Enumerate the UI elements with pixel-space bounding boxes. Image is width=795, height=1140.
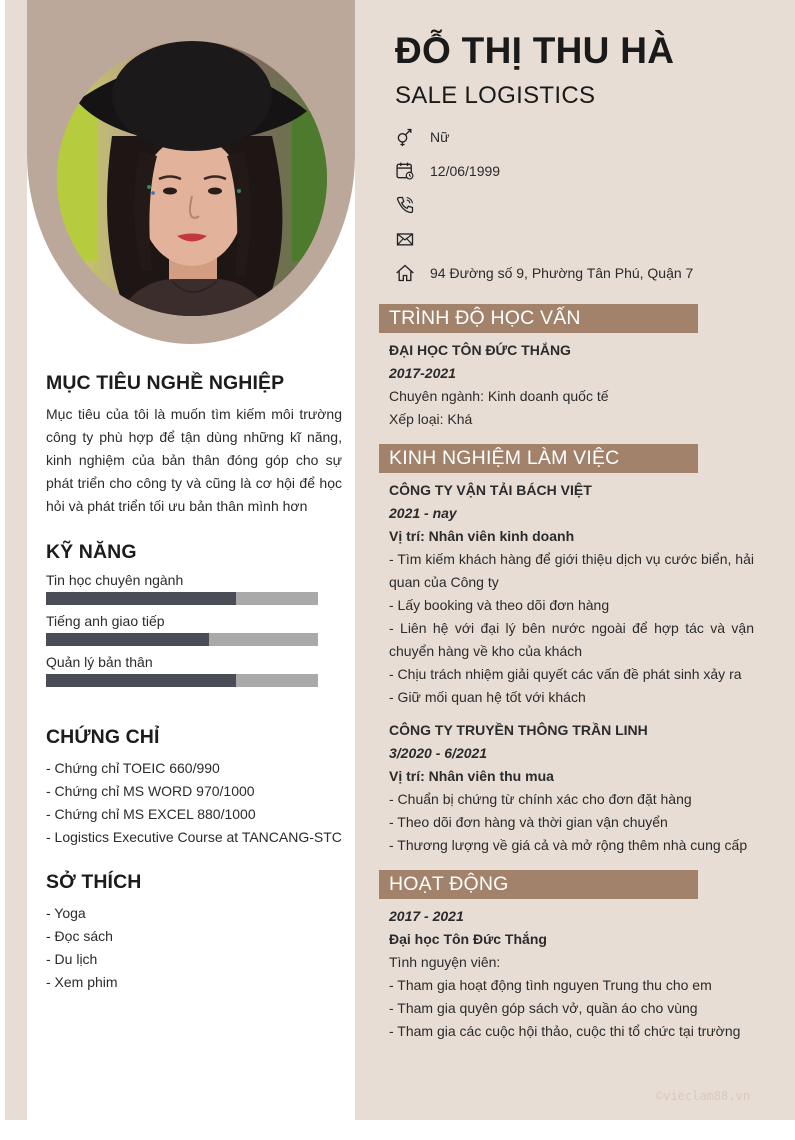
skills-list <box>46 572 342 687</box>
activity-role: Tình nguyện viên: <box>389 954 501 970</box>
birthday-value: 12/06/1999 <box>430 163 501 179</box>
hobbies-title: SỞ THÍCH <box>46 871 142 893</box>
education-section <box>379 304 759 431</box>
gender-value: Nữ <box>430 129 450 145</box>
education-title: TRÌNH ĐỘ HỌC VẤN <box>379 304 698 333</box>
education-major: Chuyên ngành: Kinh doanh quốc tế <box>389 388 609 404</box>
contact-birthday <box>395 154 693 188</box>
skill-bar <box>46 674 318 687</box>
experience-section <box>379 444 759 857</box>
mail-icon <box>395 229 415 249</box>
certificates-section <box>46 726 342 849</box>
skills-section <box>46 541 342 687</box>
job-company: CÔNG TY VẬN TẢI BÁCH VIỆT <box>389 482 592 498</box>
certificate-item: - Chứng chỉ MS WORD 970/1000 <box>46 783 255 799</box>
hobbies-list <box>46 902 342 994</box>
certificate-item: - Chứng chỉ TOEIC 660/990 <box>46 760 220 776</box>
certificate-item: - Chứng chỉ MS EXCEL 880/1000 <box>46 806 256 822</box>
job-task: - Theo dõi đơn hàng và thời gian vận chuyển <box>389 814 668 830</box>
contact-phone <box>395 188 693 222</box>
certificates-list <box>46 757 342 849</box>
experience-title: KINH NGHIỆM LÀM VIỆC <box>379 444 698 473</box>
contact-gender <box>395 120 693 154</box>
education-rank: Xếp loại: Khá <box>389 411 473 427</box>
hobby-item: - Yoga <box>46 905 86 921</box>
skill-name: Quản lý bản thân <box>46 654 153 670</box>
contact-email <box>395 222 693 256</box>
objective-text: Mục tiêu của tôi là muốn tìm kiếm môi trường công ty phù hợp để tận dùng những kĩ năng, kinh nghiệm của bản thân đóng góp cho sự phát triển cho công ty và cũng là cơ hội để học hỏi và phát triển tối ưu bản thân mình hơn <box>46 406 342 514</box>
activity-item: - Tham gia các cuộc hội thảo, cuộc thi tổ chức tại trường <box>389 1023 741 1039</box>
job-position: Vị trí: Nhân viên kinh doanh <box>389 528 575 544</box>
skill-bar-fill <box>46 674 236 687</box>
job-task: - Liên hệ với đại lý bên nước ngoài để hợp tác và vận chuyển hàng về kho của khách <box>389 620 754 659</box>
skill-bar <box>46 633 318 646</box>
job-task: - Chuẩn bị chứng từ chính xác cho đơn đặt hàng <box>389 791 692 807</box>
skill-bar <box>46 592 318 605</box>
candidate-name: ĐỖ THỊ THU HÀ <box>395 30 675 71</box>
skill-bar-fill <box>46 633 209 646</box>
calendar-icon <box>395 161 415 181</box>
job-company: CÔNG TY TRUYỀN THÔNG TRẦN LINH <box>389 722 648 738</box>
education-period: 2017-2021 <box>389 365 456 381</box>
activities-title: HOẠT ĐỘNG <box>379 870 698 899</box>
job-period: 3/2020 - 6/2021 <box>389 745 488 761</box>
skill-name: Tiếng anh giao tiếp <box>46 613 165 629</box>
job-task: - Tìm kiếm khách hàng để giới thiệu dịch vụ cước biển, hải quan của Công ty <box>389 551 754 590</box>
address-value: 94 Đường số 9, Phường Tân Phú, Quận 7 <box>430 265 694 281</box>
certificates-title: CHỨNG CHỈ <box>46 726 160 748</box>
contact-info <box>395 120 693 290</box>
job-position: Vị trí: Nhân viên thu mua <box>389 768 554 784</box>
hobby-item: - Xem phim <box>46 974 118 990</box>
job-task: - Chịu trách nhiệm giải quyết các vấn đề phát sinh xảy ra <box>389 666 742 682</box>
objective-title: MỤC TIÊU NGHỀ NGHIỆP <box>46 372 285 394</box>
watermark: ©vieclam88.vn <box>656 1089 750 1103</box>
activity-item: - Tham gia hoạt động tình nguyen Trung thu cho em <box>389 977 712 993</box>
job-period: 2021 - nay <box>389 505 457 521</box>
certificate-item: - Logistics Executive Course at TANCANG-STC <box>46 829 342 845</box>
job-task: - Lấy booking và theo dõi đơn hàng <box>389 597 610 613</box>
skill-name: Tin học chuyên ngành <box>46 572 184 588</box>
activity-item: - Tham gia quyên góp sách vở, quần áo cho vùng <box>389 1000 698 1016</box>
job-task: - Giữ mối quan hệ tốt với khách <box>389 689 586 705</box>
activity-org: Đại học Tôn Đức Thắng <box>389 931 547 947</box>
phone-icon <box>395 195 415 215</box>
education-school: ĐẠI HỌC TÔN ĐỨC THẮNG <box>389 342 571 358</box>
skill-bar-fill <box>46 592 236 605</box>
gender-icon <box>395 127 415 147</box>
objective-section <box>46 372 342 518</box>
home-icon <box>395 263 415 283</box>
skills-title: KỸ NĂNG <box>46 541 137 563</box>
portrait-illustration <box>57 41 327 316</box>
hobby-item: - Du lịch <box>46 951 98 967</box>
hobby-item: - Đọc sách <box>46 928 113 944</box>
activity-period: 2017 - 2021 <box>389 908 464 924</box>
candidate-role: SALE LOGISTICS <box>395 82 596 109</box>
activities-section <box>379 870 759 1043</box>
hobbies-section <box>46 871 342 994</box>
profile-photo <box>57 41 327 316</box>
contact-address <box>395 256 693 290</box>
job-task: - Thương lượng về giá cả và mở rộng thêm nhà cung cấp <box>389 837 748 853</box>
